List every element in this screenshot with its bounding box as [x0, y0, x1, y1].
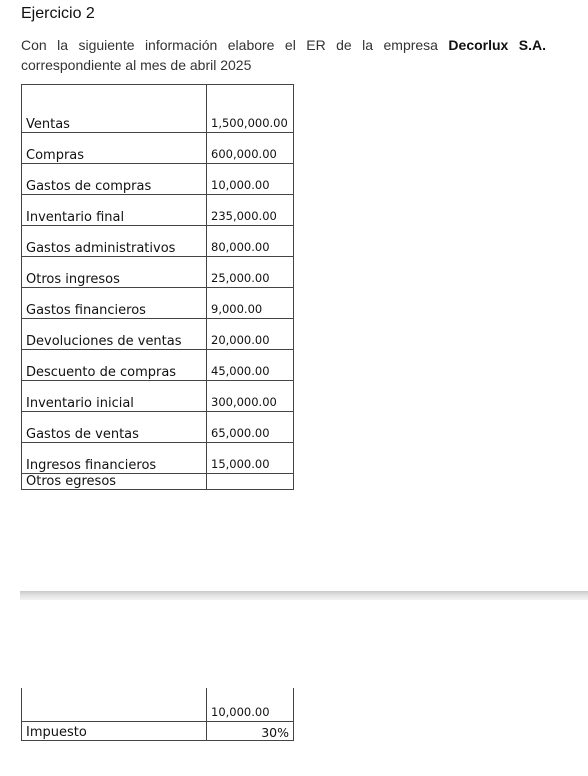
table-row — [22, 85, 294, 133]
table-row — [22, 721, 294, 740]
table-row — [22, 443, 294, 474]
account-label: Gastos administrativos — [22, 226, 207, 257]
account-value: 1,500,000.00 — [207, 85, 294, 133]
account-label: Gastos de compras — [22, 164, 207, 195]
account-value: 10,000.00 — [207, 688, 294, 721]
account-label — [22, 688, 207, 721]
account-label: Inventario inicial — [22, 381, 207, 412]
company-name: Decorlux S.A. — [448, 37, 547, 53]
exercise-title: Ejercicio 2 — [21, 5, 95, 22]
table-row — [22, 226, 294, 257]
intro-text-end: correspondiente al mes de abril 2025 — [21, 57, 252, 73]
intro-text: Con la siguiente información elabore el ER de la empresa — [21, 37, 449, 53]
table-row — [22, 412, 294, 443]
table-row — [22, 381, 294, 412]
account-value: 235,000.00 — [207, 195, 294, 226]
account-value: 80,000.00 — [207, 226, 294, 257]
account-label: Ingresos financieros — [22, 443, 207, 474]
table-row — [22, 257, 294, 288]
table-row — [22, 133, 294, 164]
accounts-table — [21, 84, 294, 490]
account-value: 9,000.00 — [207, 288, 294, 319]
table-row — [22, 319, 294, 350]
table-row — [22, 195, 294, 226]
account-label: Otros egresos — [22, 474, 207, 490]
account-label: Ventas — [22, 85, 207, 133]
account-label: Devoluciones de ventas — [22, 319, 207, 350]
account-value: 600,000.00 — [207, 133, 294, 164]
account-value: 10,000.00 — [207, 164, 294, 195]
table-row — [22, 164, 294, 195]
page-break-divider — [20, 591, 588, 600]
account-label: Impuesto — [22, 721, 207, 740]
table-row — [22, 688, 294, 721]
account-label: Compras — [22, 133, 207, 164]
table-row — [22, 288, 294, 319]
table-row — [22, 350, 294, 381]
account-value: 25,000.00 — [207, 257, 294, 288]
table-row — [22, 474, 294, 490]
account-value: 65,000.00 — [207, 412, 294, 443]
account-value: 45,000.00 — [207, 350, 294, 381]
account-value: 30% — [207, 721, 294, 740]
account-label: Inventario final — [22, 195, 207, 226]
account-value: 15,000.00 — [207, 443, 294, 474]
continued-accounts-table — [21, 688, 294, 741]
account-label: Gastos financieros — [22, 288, 207, 319]
account-label: Descuento de compras — [22, 350, 207, 381]
exercise-instructions — [21, 35, 546, 75]
account-value — [207, 474, 294, 490]
account-value: 300,000.00 — [207, 381, 294, 412]
account-value: 20,000.00 — [207, 319, 294, 350]
account-label: Otros ingresos — [22, 257, 207, 288]
account-label: Gastos de ventas — [22, 412, 207, 443]
